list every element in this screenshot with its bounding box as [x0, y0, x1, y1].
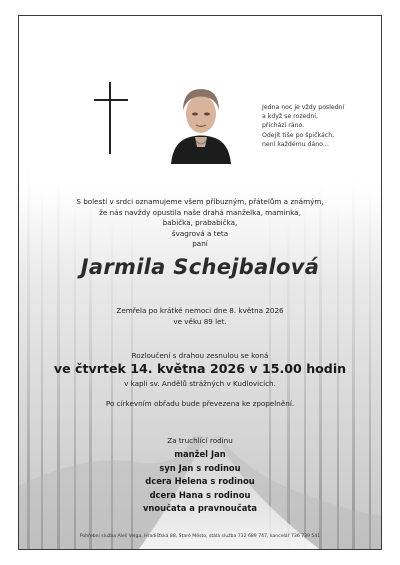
poem-line: není každému dáno… — [262, 140, 330, 148]
after-ceremony-note: Po církevním obřadu bude převezena ke zpopelnění. — [105, 399, 295, 408]
mourner: dcera Helena s rodinou — [145, 476, 255, 487]
funeral-time: ve čtvrtek 14. května 2026 v 15.00 hodin — [53, 361, 347, 376]
mourner: dcera Hana s rodinou — [149, 489, 251, 500]
poem-line: přichází ráno. — [262, 122, 305, 130]
mourner: vnoučata a pravnoučata — [142, 503, 258, 514]
poem — [262, 103, 377, 149]
intro-line: S bolestí v srdci oznamujeme všem příbuzným, přátelům a známým, — [76, 197, 324, 206]
deceased-name: Jarmila Schejbalová — [80, 255, 320, 279]
intro-line: paní — [192, 239, 208, 248]
mourner: manžel Jan — [174, 449, 226, 459]
parte-card — [18, 15, 382, 550]
funeral-service-footer: Pohřební služba Aleš Velga, Hradišťská 88, Staré Město, stálá služba 732 689 747, kancelář 736 739 541 — [79, 534, 321, 539]
intro-line: babička, prababička, — [162, 218, 238, 227]
funeral-place: v kapli sv. Andělů strážných v Kudlovicích. — [124, 379, 276, 388]
mourner: syn Jan s rodinou — [159, 462, 241, 473]
intro-line: že nás navždy opustila naše drahá manželka, maminka, — [99, 207, 301, 217]
poem-line: Jedna noc je vždy poslední — [262, 104, 345, 111]
intro-line: švagrová a teta — [171, 228, 229, 238]
death-info — [19, 306, 381, 327]
funeral-intro: Rozloučení s drahou zesnulou se koná — [131, 351, 269, 360]
poem-line: a když se rozední, — [262, 113, 318, 121]
portrait-photo — [169, 81, 233, 164]
announcement-intro — [19, 197, 381, 250]
mourners-intro: Za truchlící rodinu — [167, 436, 233, 445]
death-age: ve věku 89 let. — [173, 316, 227, 326]
cross-icon — [94, 82, 128, 154]
poem-line: Odejít tiše po špičkách, — [262, 131, 335, 139]
death-date: Zemřela po krátké nemoci dne 8. května 2026 — [116, 306, 284, 315]
mourners-list — [19, 448, 381, 516]
